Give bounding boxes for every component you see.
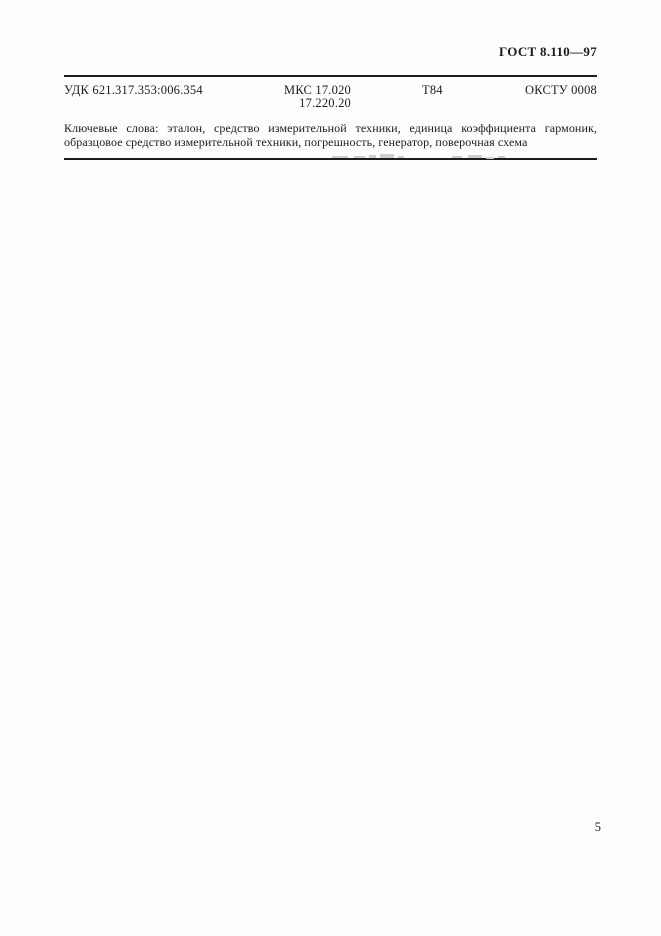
page-number: 5 [594,820,601,834]
scan-artifact-dash [486,157,494,159]
scan-artifact-dash [468,155,482,158]
scan-artifact-dash [354,156,365,158]
mks-codes [284,84,351,110]
okstu-code: ОКСТУ 0008 [524,83,597,97]
classification-row [64,84,597,112]
scan-artifact-dash [369,155,376,158]
keywords-line-1: Ключевые слова: эталон, средство измерительной техники, единица коэффициента гармоник, [64,121,597,135]
doc-number-header: ГОСТ 8.110—97 [499,44,597,59]
scan-artifact-dash [398,156,404,158]
t-classification-code: Т84 [422,83,443,97]
keywords-paragraph [64,122,597,149]
horizontal-rule-bottom [64,158,597,160]
horizontal-rule-top [64,75,597,77]
keywords-line-2: образцовое средство измерительной техники, погрешность, генератор, поверочная схема [64,134,528,149]
scan-artifact-dash [380,154,394,158]
scan-artifact-dash [332,156,348,158]
udk-code: УДК 621.317.353:006.354 [64,83,203,97]
mks-code-line1: МКС 17.020 [284,83,351,97]
scan-artifact-dash [452,156,462,158]
scan-artifact-dash [498,156,505,158]
mks-code-line2: 17.220.20 [299,96,351,110]
